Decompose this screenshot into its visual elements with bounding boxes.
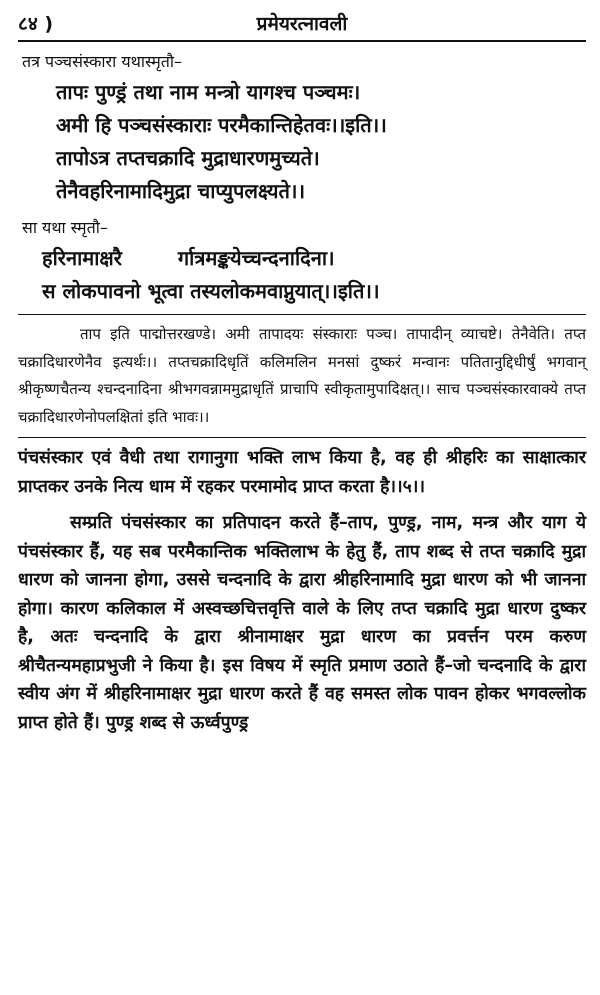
commentary-text: ताप इति पाद्मोत्तरखण्डे। अमी तापादयः संस्काराः पञ्च। तापादीन् व्याचष्टे। तेनैवेति। तप्त चक्रादिधारणेनैव इत्यर्थः।। तप्तचक्रादिधृतिं कलिमलिन मनसां दुष्करं मन्वानः पतितानुद्दिधीर्षुं भगवान् श्रीकृष्णचैतन्य श्चन्दनादिना श्रीभगवन्नाममुद्राधृतिं प्राचापि स्वीकृतामुपादिक्षत्।। साच पञ्चसंस्कारवाक्ये तप्त चक्रादिधारणेनोपलक्षितां इति भावः।। xyxy=(18,325,586,426)
verse-line-3: तापोऽत्र तप्तचक्रादि मुद्राधारणमुच्यते। xyxy=(56,146,320,170)
verse-line-6: स लोकपावनो भूत्वा तस्यलोकमवाप्नुयात्।।इति।। xyxy=(42,279,380,303)
verse-line-5 xyxy=(42,242,586,275)
verse-intro-1: तत्र पञ्चसंस्कारा यथास्मृतौ– xyxy=(22,52,183,71)
verse-line-5-part-a: हरिनामाक्षरै xyxy=(42,246,122,270)
verse-line-5-part-b: र्गात्रमङ्कयेच्चन्दनादिना। xyxy=(177,246,335,270)
verse-line-1: तापः पुण्ड्रं तथा नाम मन्त्रो यागश्च पञ्चमः। xyxy=(56,80,361,104)
sanskrit-verse-block xyxy=(18,50,586,314)
section-rule-1 xyxy=(18,314,586,315)
page-number: ८४ ) xyxy=(18,13,54,35)
sanskrit-commentary xyxy=(18,321,586,431)
section-rule-2 xyxy=(18,437,586,438)
hindi-paragraph-2: सम्प्रति पंचसंस्कार का प्रतिपादन करते हैं–ताप, पुण्ड्र, नाम, मन्त्र और याग ये पंचसंस्कार हैं, यह सब परमैकान्तिक भक्तिलाभ के हेतु हैं, ताप शब्द से तप्त चक्रादि मुद्रा धारण को जानना होगा, उससे चन्दनादि के द्वारा श्रीहरिनामादि मुद्रा धारण को भी जानना होगा। कारण कलिकाल में अस्वच्छचित्तवृत्ति वाले के लिए तप्त चक्रादि मुद्रा धारण दुष्कर है, अतः चन्दनादि के द्वारा श्रीनामाक्षर मुद्रा धारण का प्रवर्त्तन परम करुण श्रीचैतन्यमहाप्रभुजी ने किया है। इस विषय में स्मृति प्रमाण उठाते हैं–जो चन्दनादि के द्वारा स्वीय अंग में श्रीहरिनामाक्षर मुद्रा धारण करते हैं वह समस्त लोक पावन होकर भगवल्लोक प्राप्त होते हैं। पुण्ड्र शब्द से ऊर्ध्वपुण्ड्र xyxy=(18,513,586,733)
page-header xyxy=(18,0,586,40)
hindi-paragraph-1: पंचसंस्कार एवं वैधी तथा रागानुगा भक्ति लाभ किया है, वह ही श्रीहरिः का साक्षात्कार प्राप्तकर उनके नित्य धाम में रहकर परमामोद प्राप्त करता है।।५।। xyxy=(18,448,586,497)
verse-intro-2: सा यथा स्मृतौ– xyxy=(22,218,108,237)
header-rule xyxy=(18,40,586,42)
verse-line-2: अमी हि पञ्चसंस्काराः परमैकान्तिहेतवः।।इति।। xyxy=(56,113,387,137)
verse-line-4: तेनैवहरिनामादिमुद्रा चाप्युपलक्ष्यते।। xyxy=(56,179,306,203)
running-title: प्रमेयरत्नावली xyxy=(256,13,348,35)
